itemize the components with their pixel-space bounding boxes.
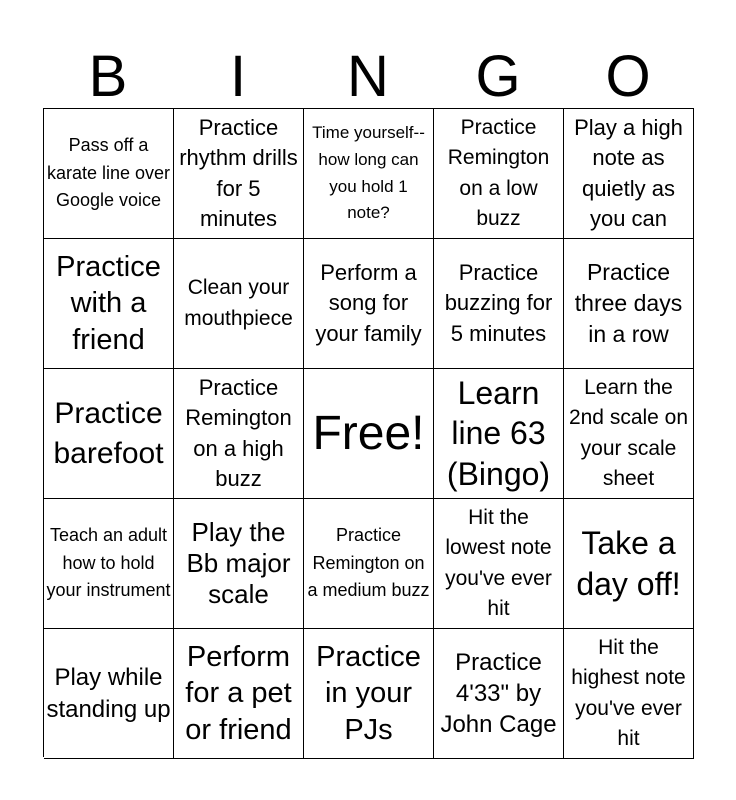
bingo-header xyxy=(43,42,693,108)
bingo-cell[interactable]: Practice Remington on a medium buzz xyxy=(304,499,434,629)
free-space[interactable]: Free! xyxy=(304,369,434,499)
bingo-cell[interactable]: Practice 4'33" by John Cage xyxy=(434,629,564,759)
bingo-cell[interactable]: Practice with a friend xyxy=(44,239,174,369)
header-letter-b: B xyxy=(88,44,128,109)
bingo-cell[interactable]: Clean your mouthpiece xyxy=(174,239,304,369)
bingo-cell[interactable]: Time yourself--how long can you hold 1 note? xyxy=(304,109,434,239)
bingo-cell[interactable]: Play while standing up xyxy=(44,629,174,759)
header-letter-g: G xyxy=(475,44,521,109)
bingo-cell[interactable]: Practice Remington on a low buzz xyxy=(434,109,564,239)
bingo-cell[interactable]: Take a day off! xyxy=(564,499,694,629)
bingo-cell[interactable]: Learn the 2nd scale on your scale sheet xyxy=(564,369,694,499)
header-letter-n: N xyxy=(347,44,389,109)
bingo-cell[interactable]: Practice Remington on a high buzz xyxy=(174,369,304,499)
bingo-cell[interactable]: Hit the lowest note you've ever hit xyxy=(434,499,564,629)
bingo-cell[interactable]: Play the Bb major scale xyxy=(174,499,304,629)
bingo-cell[interactable]: Practice barefoot xyxy=(44,369,174,499)
bingo-cell[interactable]: Hit the highest note you've ever hit xyxy=(564,629,694,759)
bingo-cell[interactable]: Learn line 63 (Bingo) xyxy=(434,369,564,499)
bingo-board xyxy=(43,108,694,757)
bingo-cell[interactable]: Play a high note as quietly as you can xyxy=(564,109,694,239)
header-letter-i: I xyxy=(229,44,247,109)
bingo-cell[interactable]: Practice in your PJs xyxy=(304,629,434,759)
bingo-cell[interactable]: Perform for a pet or friend xyxy=(174,629,304,759)
bingo-cell[interactable]: Practice rhythm drills for 5 minutes xyxy=(174,109,304,239)
bingo-cell[interactable]: Practice buzzing for 5 minutes xyxy=(434,239,564,369)
bingo-cell[interactable]: Pass off a karate line over Google voice xyxy=(44,109,174,239)
header-letter-o: O xyxy=(605,44,651,109)
bingo-cell[interactable]: Perform a song for your family xyxy=(304,239,434,369)
bingo-cell[interactable]: Practice three days in a row xyxy=(564,239,694,369)
bingo-cell[interactable]: Teach an adult how to hold your instrument xyxy=(44,499,174,629)
